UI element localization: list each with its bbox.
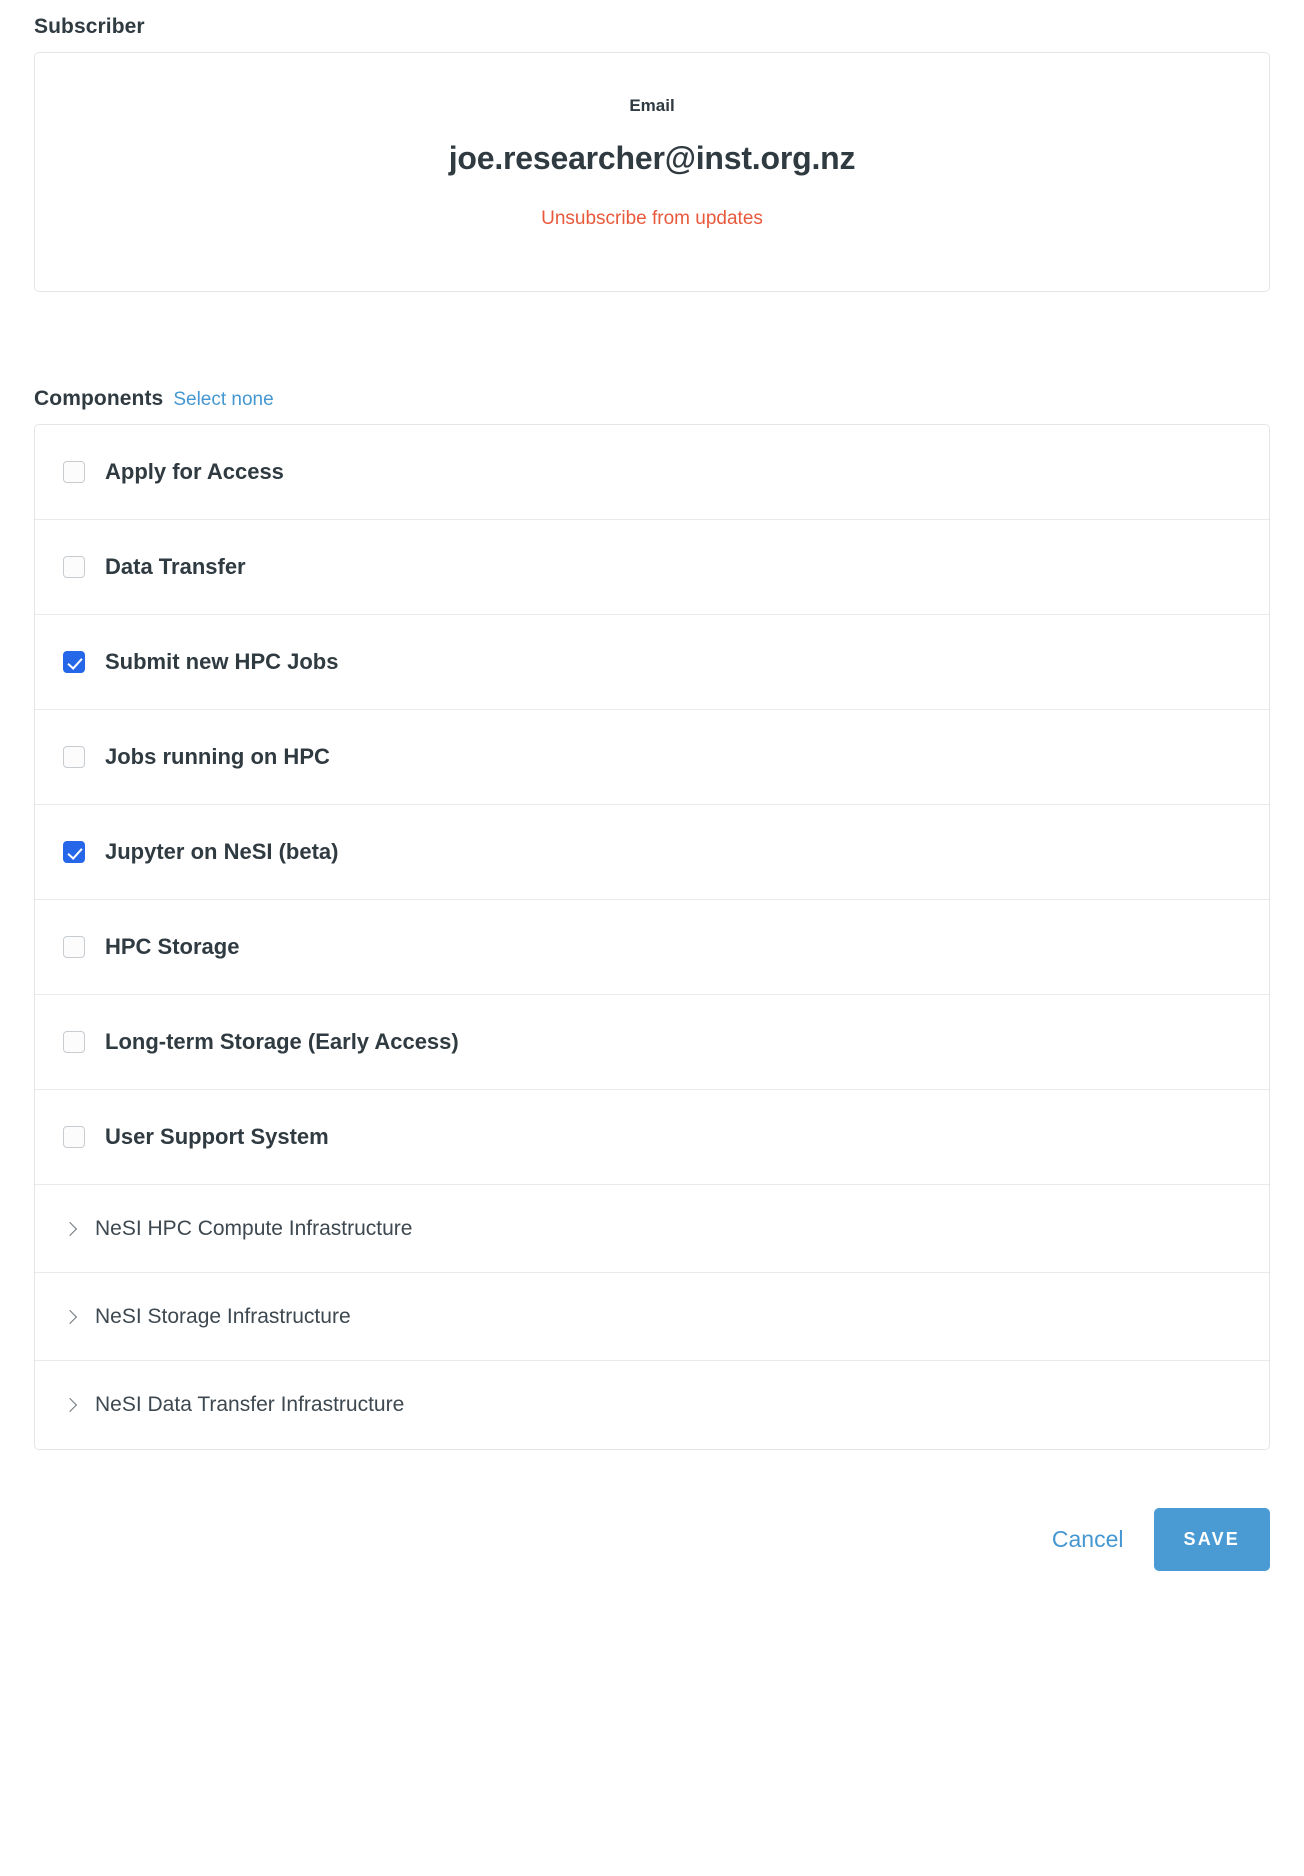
component-row[interactable] [35,425,1269,520]
component-label: Jupyter on NeSI (beta) [105,839,339,864]
component-label: Data Transfer [105,554,246,579]
group-row-nesi-data-transfer-infrastructure[interactable] [35,1361,1269,1449]
form-actions [34,1508,1270,1607]
unsubscribe-link[interactable]: Unsubscribe from updates [541,208,763,229]
component-row[interactable] [35,1090,1269,1185]
select-none-link[interactable]: Select none [173,389,274,410]
subscriber-card [34,52,1270,292]
group-label: NeSI HPC Compute Infrastructure [95,1216,413,1240]
component-label: Apply for Access [105,459,284,484]
checkbox-submit-new-hpc-jobs[interactable] [63,651,85,673]
email-value: joe.researcher@inst.org.nz [448,140,856,176]
components-section-header [34,386,1270,412]
component-label: Jobs running on HPC [105,744,330,769]
group-label: NeSI Data Transfer Infrastructure [95,1393,405,1416]
checkbox-jupyter-on-nesi-beta[interactable] [63,841,85,863]
component-row[interactable] [35,900,1269,995]
group-label: NeSI Storage Infrastructure [95,1304,351,1328]
group-row-nesi-storage-infrastructure[interactable] [35,1273,1269,1361]
component-label: HPC Storage [105,934,240,959]
save-button[interactable]: SAVE [1154,1508,1270,1571]
component-row[interactable] [35,805,1269,900]
chevron-right-icon [63,1397,79,1413]
subscriber-section-title: Subscriber [34,15,145,38]
section-spacer [34,292,1270,386]
components-list [34,424,1270,1450]
checkbox-hpc-storage[interactable] [63,936,85,958]
checkbox-user-support-system[interactable] [63,1126,85,1148]
checkbox-apply-for-access[interactable] [63,461,85,483]
component-row[interactable] [35,710,1269,805]
component-label: User Support System [105,1124,329,1149]
component-row[interactable] [35,615,1269,710]
checkbox-long-term-storage-early-access[interactable] [63,1031,85,1053]
chevron-right-icon [63,1221,79,1237]
email-label: Email [629,96,675,115]
group-row-nesi-hpc-compute-infrastructure[interactable] [35,1185,1269,1273]
component-row[interactable] [35,995,1269,1090]
checkbox-data-transfer[interactable] [63,556,85,578]
cancel-button[interactable]: Cancel [1048,1520,1128,1559]
component-label: Submit new HPC Jobs [105,649,339,674]
component-label: Long-term Storage (Early Access) [105,1029,459,1054]
checkbox-jobs-running-on-hpc[interactable] [63,746,85,768]
chevron-right-icon [63,1309,79,1325]
components-section-title: Components [34,387,164,410]
component-row[interactable] [35,520,1269,615]
